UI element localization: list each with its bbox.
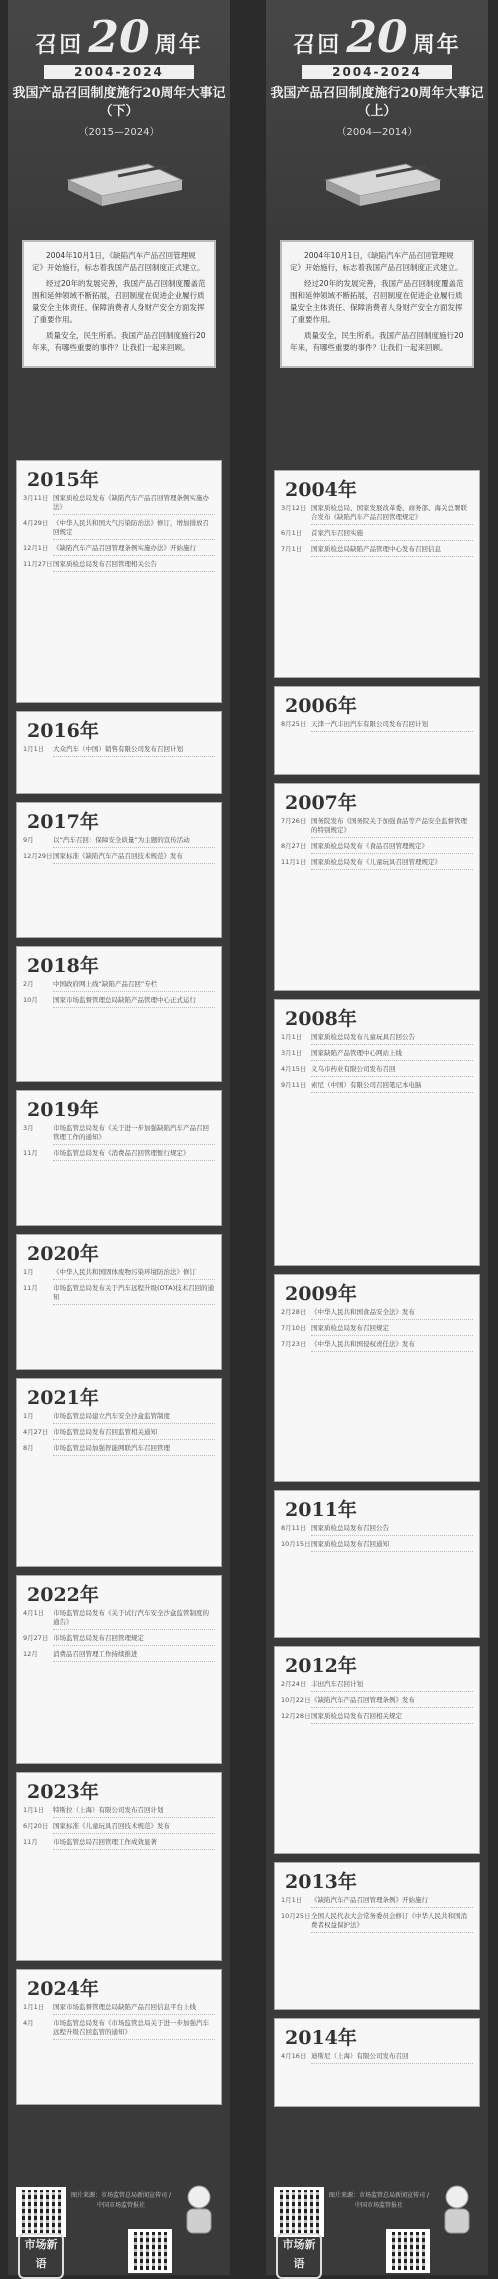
year-heading: 2022年	[27, 1584, 99, 1606]
twenty-label: 20	[346, 12, 408, 63]
year-section	[274, 783, 480, 991]
event-text: 天津一汽丰田汽车有限公司发布召回计划	[311, 720, 473, 732]
event-date: 12月1日	[23, 544, 49, 552]
mascot-illustration	[176, 2183, 222, 2239]
timeline-event	[23, 1124, 215, 1145]
anniversary-label: 周年	[154, 32, 203, 58]
timeline-event	[23, 544, 215, 556]
timeline-event	[281, 1340, 473, 1352]
year-heading: 2009年	[285, 1283, 357, 1305]
event-text: 首家汽车召回实施	[311, 529, 473, 541]
event-date: 7月23日	[281, 1340, 307, 1348]
event-date: 1月1日	[23, 1806, 45, 1814]
event-date: 1月1日	[281, 1896, 303, 1904]
event-text: 消费品召回管理工作持续推进	[53, 1650, 215, 1662]
left-header	[8, 0, 230, 235]
year-section	[274, 1274, 480, 1482]
recall-label: 召回	[293, 32, 342, 58]
event-text: 市场监管总局发布《关于进一步加强缺陷汽车产品召回管理工作的通知》	[53, 1124, 215, 1145]
timeline-event	[23, 2003, 215, 2015]
timeline-event	[23, 1822, 215, 1834]
event-text: 市场监管总局发布《消费品召回管理暂行规定》	[53, 1149, 215, 1161]
recall-label: 召回	[35, 32, 84, 58]
event-date: 3月1日	[281, 1049, 303, 1057]
brand-logo: 市场新语	[18, 2233, 64, 2279]
timeline-event	[281, 1912, 473, 1933]
year-section	[16, 711, 222, 794]
event-date: 1月1日	[23, 745, 45, 753]
timeline-event	[23, 1650, 215, 1662]
event-text: 国家质检总局发布召回相关规定	[311, 1712, 473, 1724]
qr-code	[274, 2187, 324, 2237]
right-title: 我国产品召回制度施行20周年大事记（上）	[270, 86, 484, 119]
event-text: 国家质检总局发布召回规定	[311, 1324, 473, 1336]
timeline-event	[23, 1806, 215, 1818]
qr-code-secondary	[386, 2229, 430, 2273]
year-section	[16, 946, 222, 1082]
year-heading: 2017年	[27, 811, 99, 833]
timeline-event	[281, 1712, 473, 1724]
event-date: 9月27日	[23, 1634, 49, 1642]
left-intro-box	[22, 240, 216, 368]
event-date: 9月	[23, 836, 34, 844]
event-date: 9月11日	[281, 1081, 307, 1089]
timeline-event	[281, 1540, 473, 1552]
footer-credit: 图片来源：市场监管总局新闻宣传司 / 中国市场监管报社	[71, 2192, 171, 2209]
event-text: 市场监管总局发布《关于试行汽车安全沙盒监管制度的通告》	[53, 1609, 215, 1630]
anniversary-label: 周年	[412, 32, 461, 58]
event-text: 中国政府网上线“缺陷产品召回”专栏	[53, 980, 215, 992]
footer-credit: 图片来源：市场监管总局新闻宣传司 / 中国市场监管报社	[329, 2192, 429, 2209]
intro-paragraph: 质量安全，民生所系。我国产品召回制度施行20年来，有哪些重要的事件？让我们一起来回顾。	[290, 331, 464, 352]
timeline-event	[281, 1524, 473, 1536]
year-heading: 2011年	[285, 1499, 357, 1521]
year-heading: 2004年	[285, 479, 357, 501]
event-text: 国家质检总局缺陷产品管理中心发布召回信息	[311, 545, 473, 557]
event-text: 国家质检总局、国家发展改革委、商务部、海关总署联合发布《缺陷汽车产品召回管理规定》	[311, 504, 473, 525]
timeline-event	[281, 1081, 473, 1093]
event-text: 丰田汽车召回计划	[311, 1680, 473, 1692]
event-text: 国家质检总局发布召回公告	[311, 1524, 473, 1536]
right-header	[266, 0, 488, 235]
timeline-event	[281, 842, 473, 854]
year-heading: 2014年	[285, 2027, 357, 2049]
year-section	[274, 999, 480, 1266]
year-heading: 2008年	[285, 1008, 357, 1030]
event-text: 《中华人民共和国大气污染防治法》修订，增加排放召回规定	[53, 519, 215, 540]
intro-paragraph: 2004年10月1日，《缺陷汽车产品召回管理规定》开始施行，标志着我国产品召回制度正式建立。	[32, 251, 205, 272]
event-date: 1月	[23, 1268, 34, 1276]
event-date: 7月26日	[281, 817, 307, 825]
event-date: 7月1日	[281, 545, 303, 553]
year-section	[274, 1646, 480, 1854]
timeline-event	[23, 1609, 215, 1630]
event-text: 《缺陷汽车产品召回管理条例实施办法》开始施行	[53, 544, 215, 556]
event-date: 8月	[23, 1444, 34, 1452]
event-text: 国家质检总局发布《食品召回管理规定》	[311, 842, 473, 854]
timeline-event	[281, 1308, 473, 1320]
event-date: 10月22日	[281, 1696, 311, 1704]
right-panel	[266, 0, 488, 2275]
year-heading: 2023年	[27, 1781, 99, 1803]
qr-code	[16, 2187, 66, 2237]
event-text: 义乌市药业有限公司发布召回	[311, 1065, 473, 1077]
event-text: 国家市场监督管理总局缺陷产品管理中心正式运行	[53, 996, 215, 1008]
event-text: 全国人民代表大会常务委员会修订《中华人民共和国消费者权益保护法》	[311, 1912, 473, 1933]
year-section	[16, 1234, 222, 1370]
timeline-event	[23, 1268, 215, 1280]
year-heading: 2007年	[285, 792, 357, 814]
timeline-event	[281, 1696, 473, 1708]
event-date: 8月11日	[281, 1524, 307, 1532]
timeline-event	[281, 504, 473, 525]
event-text: 特斯拉（上海）有限公司发布召回计划	[53, 1806, 215, 1818]
qr-code-secondary	[128, 2229, 172, 2273]
event-text: 国家市场监督管理总局缺陷产品召回信息平台上线	[53, 2003, 215, 2015]
intro-paragraph: 2004年10月1日，《缺陷汽车产品召回管理规定》开始施行，标志着我国产品召回制度正式建立。	[290, 251, 463, 272]
event-text: 国务院发布《国务院关于加强食品等产品安全监督管理的特别规定》	[311, 817, 473, 838]
intro-paragraph: 经过20年的发展完善，我国产品召回制度覆盖范围和延伸领域不断拓展，召回制度在促进企业履行质量安全主体责任、保障消费者人身财产安全方面发挥了重要作用。	[290, 279, 464, 324]
timeline-event	[23, 1634, 215, 1646]
intro-paragraph: 质量安全，民生所系。我国产品召回制度施行20年来，有哪些重要的事件？让我们一起来回顾。	[32, 331, 206, 352]
brand-logo: 市场新语	[276, 2233, 322, 2279]
event-text: 《中华人民共和国食品安全法》发布	[311, 1308, 473, 1320]
event-date: 6月20日	[23, 1822, 49, 1830]
event-text: 市场监管总局加强智能网联汽车召回管理	[53, 1444, 215, 1456]
timeline-event	[23, 494, 215, 515]
year-section	[274, 470, 480, 678]
event-text: 国家缺陷产品管理中心网站上线	[311, 1049, 473, 1061]
event-text: 国家质检总局发布《缺陷汽车产品召回管理条例实施办法》	[53, 494, 215, 515]
year-section	[16, 802, 222, 938]
right-intro-box	[280, 240, 474, 368]
event-date: 8月25日	[281, 720, 307, 728]
timeline-event	[23, 996, 215, 1008]
event-date: 1月1日	[281, 1033, 303, 1041]
event-date: 2月	[23, 980, 34, 988]
timeline-event	[281, 1049, 473, 1061]
event-date: 12月29日	[23, 852, 53, 860]
event-date: 11月1日	[281, 858, 307, 866]
event-date: 8月27日	[281, 842, 307, 850]
timeline-event	[23, 745, 215, 757]
timeline-event	[23, 2019, 215, 2040]
year-heading: 2012年	[285, 1655, 357, 1677]
event-date: 3月11日	[23, 494, 49, 502]
timeline-event	[281, 1896, 473, 1908]
left-period: （2015—2024）	[78, 127, 160, 138]
year-section	[16, 460, 222, 703]
right-footer	[266, 2125, 488, 2275]
left-footer	[8, 2125, 230, 2275]
event-date: 11月	[23, 1284, 38, 1292]
event-date: 10月	[23, 996, 38, 1004]
timeline-event	[23, 852, 215, 864]
event-text: 市场监管总局发布召回管理规定	[53, 1634, 215, 1646]
year-heading: 2020年	[27, 1243, 99, 1265]
event-text: 市场监管总局发布召回监管相关通知	[53, 1428, 215, 1440]
year-section	[274, 1490, 480, 1638]
year-range-bar: 2004-2024	[302, 65, 452, 79]
event-date: 1月1日	[23, 2003, 45, 2011]
timeline-event	[281, 817, 473, 838]
year-section	[274, 2018, 480, 2107]
event-text: 国家质检总局发布召回通知	[311, 1540, 473, 1552]
event-text: 国家质检总局发布召回管理相关公告	[53, 560, 215, 572]
timeline-event	[23, 1428, 215, 1440]
twenty-label: 20	[88, 12, 150, 63]
year-heading: 2016年	[27, 720, 99, 742]
event-text: 以“汽车召回：保障安全质量”为主题的宣传活动	[53, 836, 215, 848]
event-text: 《中华人民共和国固体废物污染环境防治法》修订	[53, 1268, 215, 1280]
year-section	[274, 686, 480, 775]
event-date: 3月	[23, 1124, 34, 1132]
event-text: 国家标准《缺陷汽车产品召回技术规范》发布	[53, 852, 215, 864]
event-text: 《缺陷汽车产品召回管理条例》开始施行	[311, 1896, 473, 1908]
year-heading: 2018年	[27, 955, 99, 977]
event-date: 4月15日	[281, 1065, 307, 1073]
event-date: 3月12日	[281, 504, 307, 512]
event-date: 4月1日	[23, 1609, 45, 1617]
timeline-event	[23, 980, 215, 992]
timeline-event	[23, 836, 215, 848]
timeline-event	[281, 1680, 473, 1692]
timeline-event	[23, 519, 215, 540]
timeline-event	[281, 529, 473, 541]
book-illustration	[58, 150, 188, 210]
book-illustration	[316, 150, 446, 210]
left-title: 我国产品召回制度施行20周年大事记（下）	[12, 86, 226, 119]
left-panel	[8, 0, 230, 2275]
timeline-event	[281, 858, 473, 870]
year-section	[16, 1090, 222, 1226]
event-text: 市场监管总局召回管理工作成效显著	[53, 1838, 215, 1850]
event-text: 国家质检总局发布《儿童玩具召回管理规定》	[311, 858, 473, 870]
timeline-event	[281, 1065, 473, 1077]
event-date: 4月	[23, 2019, 34, 2027]
event-text: 国家标准《儿童玩具召回技术规范》发布	[53, 1822, 215, 1834]
timeline-event	[23, 1838, 215, 1850]
event-date: 11月27日	[23, 560, 53, 568]
event-text: 市场监管总局发布关于汽车远程升级(OTA)技术召回的通知	[53, 1284, 215, 1305]
event-date: 4月16日	[281, 2052, 307, 2060]
year-heading: 2013年	[285, 1871, 357, 1893]
event-text: 大众汽车（中国）销售有限公司发布召回计划	[53, 745, 215, 757]
timeline-event	[281, 1033, 473, 1045]
year-section	[16, 1575, 222, 1764]
event-date: 12月28日	[281, 1712, 311, 1720]
event-date: 11月	[23, 1149, 38, 1157]
event-date: 4月29日	[23, 519, 49, 527]
year-heading: 2006年	[285, 695, 357, 717]
timeline-event	[23, 1149, 215, 1161]
left-brand	[8, 0, 230, 63]
event-date: 10月25日	[281, 1912, 311, 1920]
year-heading: 2015年	[27, 469, 99, 491]
event-date: 7月10日	[281, 1324, 307, 1332]
event-text: 《中华人民共和国侵权责任法》发布	[311, 1340, 473, 1352]
year-heading: 2024年	[27, 1978, 99, 2000]
event-date: 11月	[23, 1838, 38, 1846]
year-section	[16, 1772, 222, 1961]
event-text: 市场监管总局发布《市场监管总局关于进一步加强汽车远程升级召回监管的通知》	[53, 2019, 215, 2040]
timeline-event	[23, 1412, 215, 1424]
timeline-event	[23, 1444, 215, 1456]
year-section	[16, 1378, 222, 1567]
event-date: 4月27日	[23, 1428, 49, 1436]
event-text: 市场监管总局建立汽车安全沙盒监管制度	[53, 1412, 215, 1424]
timeline-event	[281, 720, 473, 732]
year-heading: 2021年	[27, 1387, 99, 1409]
timeline-event	[281, 2052, 473, 2064]
intro-paragraph: 经过20年的发展完善，我国产品召回制度覆盖范围和延伸领域不断拓展，召回制度在促进企业履行质量安全主体责任、保障消费者人身财产安全方面发挥了重要作用。	[32, 279, 206, 324]
event-date: 1月	[23, 1412, 34, 1420]
year-section	[16, 1969, 222, 2105]
year-section	[274, 1862, 480, 2010]
right-brand	[266, 0, 488, 63]
event-date: 12月	[23, 1650, 38, 1658]
year-heading: 2019年	[27, 1099, 99, 1121]
event-date: 10月15日	[281, 1540, 311, 1548]
event-text: 国家质检总局发布儿童玩具召回公告	[311, 1033, 473, 1045]
timeline-event	[281, 545, 473, 557]
event-date: 6月1日	[281, 529, 303, 537]
event-date: 2月28日	[281, 1308, 307, 1316]
timeline-event	[23, 560, 215, 572]
mascot-illustration	[434, 2183, 480, 2239]
event-date: 2月24日	[281, 1680, 307, 1688]
timeline-event	[23, 1284, 215, 1305]
event-text: 《缺陷汽车产品召回管理条例》发布	[311, 1696, 473, 1708]
timeline-event	[281, 1324, 473, 1336]
event-text: 索尼（中国）有限公司召回笔记本电脑	[311, 1081, 473, 1093]
event-text: 迪斯尼（上海）有限公司发布召回	[311, 2052, 473, 2064]
right-period: （2004—2014）	[336, 127, 418, 138]
year-range-bar: 2004-2024	[44, 65, 194, 79]
